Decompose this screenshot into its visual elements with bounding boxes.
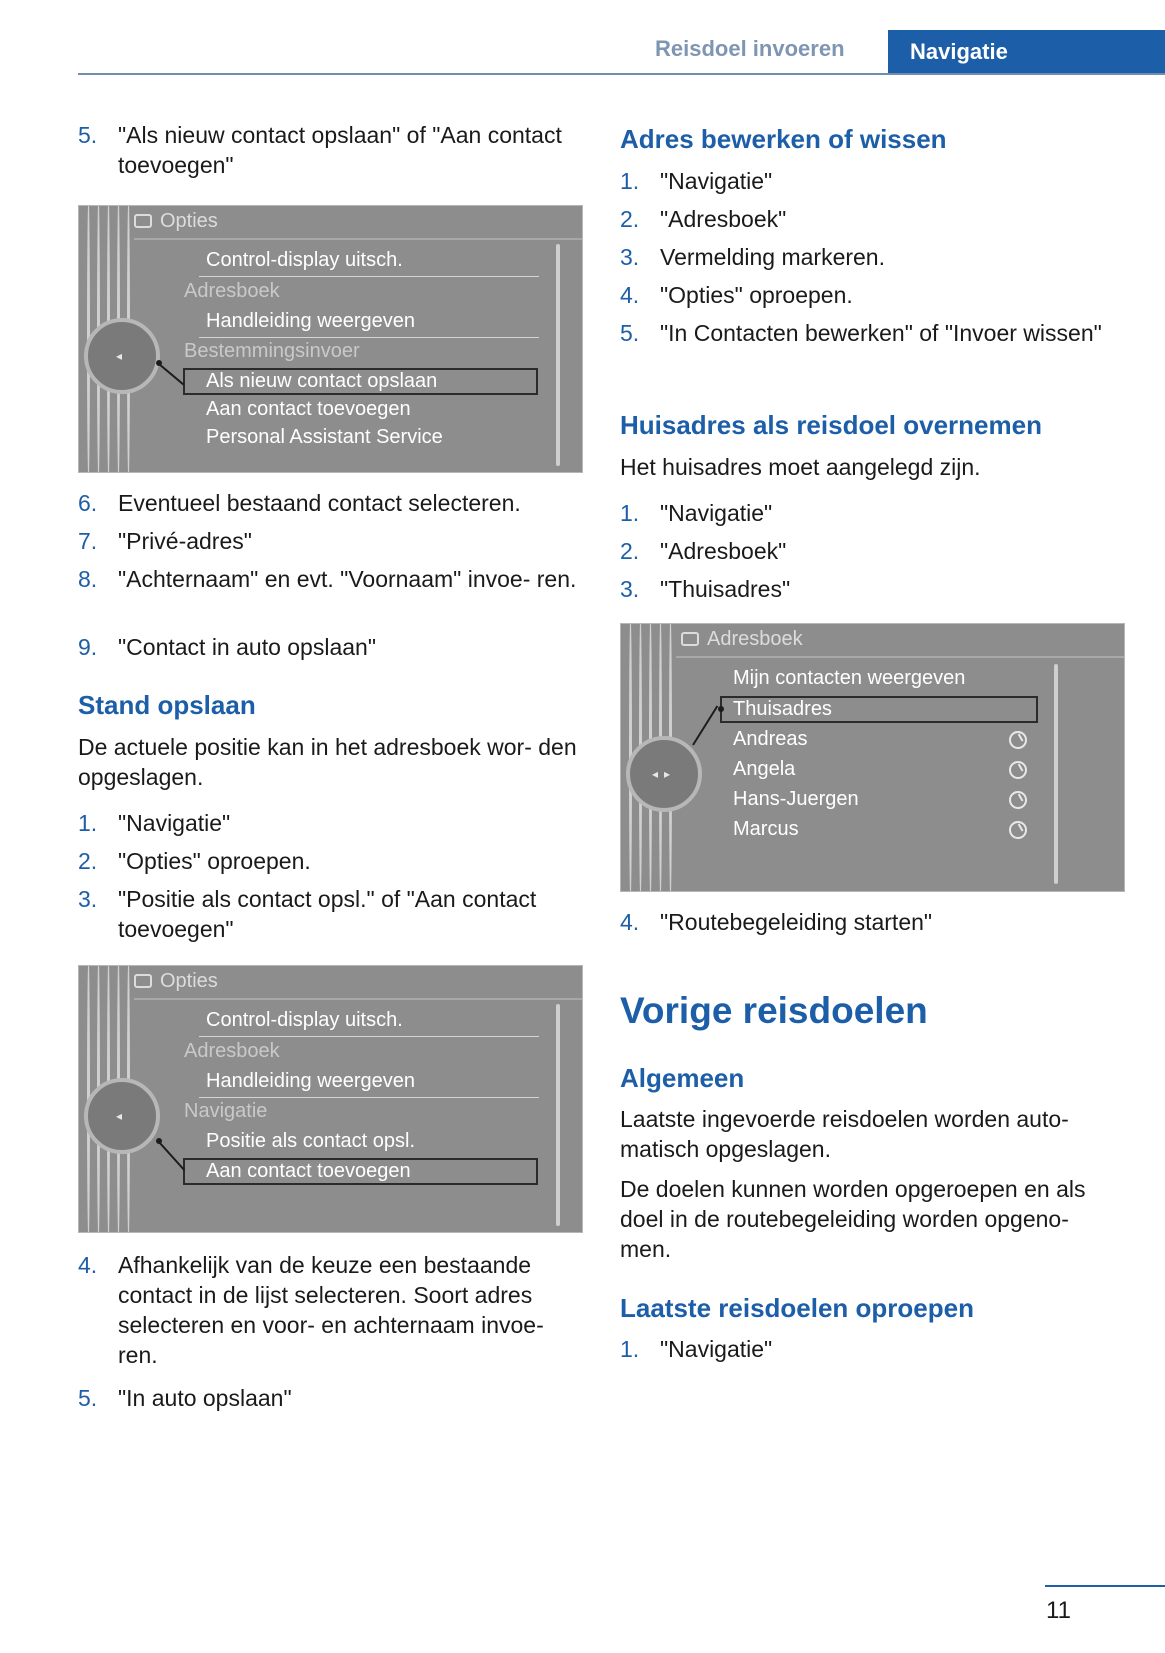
idrive-screen-adresboek	[620, 623, 1125, 892]
step-number: 2.	[620, 206, 640, 232]
screen-title-rule	[134, 238, 582, 240]
step-item	[78, 120, 581, 180]
menu-separator	[199, 1097, 539, 1098]
step-text: "Navigatie"	[660, 1336, 773, 1362]
step-text: "Thuisadres"	[660, 576, 791, 602]
step-number: 9.	[78, 634, 98, 660]
navigation-icon	[1009, 731, 1027, 749]
step-text: "Privé-adres"	[118, 528, 252, 554]
section-heading: Adres bewerken of wissen	[620, 124, 947, 154]
menu-item: Aan contact toevoegen	[206, 398, 411, 420]
step-item	[620, 536, 1125, 566]
step-item	[620, 318, 1125, 378]
step-number: 5.	[78, 122, 98, 148]
step-item	[620, 1334, 1125, 1364]
step-text: Afhankelijk van de keuze een bestaande contact in de lijst selecteren. Soort adres selecteren en voor- en achternaam invoe‐ ren.	[118, 1252, 544, 1368]
step-text: "Achternaam" en evt. "Voornaam" invoe‐ ren.	[118, 566, 577, 592]
navigation-icon	[1009, 761, 1027, 779]
step-item	[78, 564, 581, 624]
step-item	[620, 166, 1125, 196]
addressbook-icon	[681, 632, 699, 646]
step-number: 4.	[620, 282, 640, 308]
section-heading: Huisadres als reisdoel overnemen	[620, 410, 1042, 440]
contact-item: Andreas	[733, 728, 808, 750]
step-number: 5.	[78, 1385, 98, 1411]
step-text: Vermelding markeren.	[660, 244, 885, 270]
step-item	[620, 242, 1125, 272]
scrollbar	[1054, 664, 1058, 884]
step-item	[78, 808, 581, 838]
screen-title-rule	[676, 656, 1124, 658]
section-heading: Laatste reisdoelen oproepen	[620, 1293, 974, 1323]
step-number: 1.	[78, 810, 98, 836]
step-number: 3.	[620, 244, 640, 270]
chapter-heading: Vorige reisdoelen	[620, 990, 928, 1031]
controller-knob-icon: ◂	[84, 318, 160, 394]
step-number: 7.	[78, 528, 98, 554]
step-text: "In auto opslaan"	[118, 1385, 292, 1411]
step-text: "In Contacten bewerken" of "Invoer wissen"	[660, 320, 1102, 346]
step-text: "Navigatie"	[660, 168, 773, 194]
paragraph: Het huisadres moet aangelegd zijn.	[620, 454, 981, 480]
step-number: 5.	[620, 320, 640, 346]
step-item	[620, 204, 1125, 234]
menu-item: Control-display uitsch.	[206, 1009, 403, 1031]
step-number: 2.	[620, 538, 640, 564]
step-item	[620, 574, 1125, 604]
scrollbar	[556, 1004, 560, 1226]
step-item	[78, 526, 581, 556]
running-header-chapter: Navigatie	[888, 30, 1165, 74]
menu-item: Positie als contact opsl.	[206, 1130, 415, 1152]
paragraph: De actuele positie kan in het adresboek wor‐ den opgeslagen.	[78, 734, 577, 790]
pointer-line	[158, 363, 184, 385]
section-heading: Stand opslaan	[78, 690, 256, 720]
contact-item: Angela	[733, 758, 796, 780]
footer-rule	[1045, 1585, 1165, 1587]
menu-item: Control-display uitsch.	[206, 249, 403, 271]
menu-item-selected: Als nieuw contact opslaan	[206, 370, 438, 392]
step-text: "Contact in auto opslaan"	[118, 634, 376, 660]
header-rule	[78, 73, 1165, 75]
step-number: 8.	[78, 566, 98, 592]
menu-group-label: Bestemmingsinvoer	[184, 340, 360, 362]
step-text: Eventueel bestaand contact selecteren.	[118, 490, 521, 516]
step-number: 6.	[78, 490, 98, 516]
menu-group-label: Adresboek	[184, 280, 280, 302]
step-number: 4.	[620, 909, 640, 935]
options-icon	[134, 214, 152, 228]
menu-item: Mijn contacten weergeven	[733, 667, 966, 689]
screen-title-rule	[134, 998, 582, 1000]
step-number: 2.	[78, 848, 98, 874]
step-text: "Navigatie"	[660, 500, 773, 526]
step-text: "Adresboek"	[660, 206, 787, 232]
scrollbar	[556, 244, 560, 466]
step-number: 3.	[620, 576, 640, 602]
pointer-line	[158, 1141, 185, 1171]
step-number: 1.	[620, 168, 640, 194]
step-item	[78, 632, 581, 662]
idrive-screen-options-1	[78, 205, 583, 473]
paragraph: Laatste ingevoerde reisdoelen worden auto‐ matisch opgeslagen.	[620, 1106, 1069, 1162]
step-item	[620, 280, 1125, 310]
menu-item: Personal Assistant Service	[206, 426, 443, 448]
menu-item: Handleiding weergeven	[206, 1070, 416, 1092]
menu-item-selected: Thuisadres	[733, 698, 832, 720]
navigation-icon	[1009, 791, 1027, 809]
controller-knob-icon: ◂▸	[626, 736, 702, 812]
running-header-section: Reisdoel invoeren	[655, 36, 845, 61]
step-text: "Adresboek"	[660, 538, 787, 564]
menu-separator	[199, 337, 539, 338]
step-item	[620, 907, 1125, 937]
contact-item: Marcus	[733, 818, 799, 840]
step-text: "Als nieuw contact opslaan" of "Aan contact toevoegen"	[118, 122, 562, 178]
step-text: "Opties" oproepen.	[660, 282, 853, 308]
contact-item: Hans-Juergen	[733, 788, 859, 810]
screen-title: Adresboek	[681, 628, 803, 651]
menu-item-selected: Aan contact toevoegen	[206, 1160, 411, 1182]
screen-title: Opties	[134, 970, 218, 993]
menu-separator	[199, 276, 539, 277]
menu-item: Handleiding weergeven	[206, 310, 416, 332]
step-number: 4.	[78, 1252, 98, 1278]
step-item	[78, 488, 581, 518]
step-item	[78, 1383, 581, 1413]
section-heading: Algemeen	[620, 1063, 745, 1093]
controller-knob-icon: ◂	[84, 1078, 160, 1154]
step-text: "Routebegeleiding starten"	[660, 909, 933, 935]
idrive-screen-options-2	[78, 965, 583, 1233]
paragraph: De doelen kunnen worden opgeroepen en als doel in de routebegeleiding worden opgeno‐ men.	[620, 1176, 1086, 1262]
page-number: 11	[1046, 1597, 1071, 1624]
step-item	[78, 846, 581, 876]
step-item	[78, 1250, 581, 1370]
menu-group-label: Adresboek	[184, 1040, 280, 1062]
step-text: "Positie als contact opsl." of "Aan contact toevoegen"	[118, 886, 537, 942]
step-item	[620, 498, 1125, 528]
pointer-line	[692, 705, 718, 745]
step-number: 1.	[620, 1336, 640, 1362]
step-text: "Navigatie"	[118, 810, 231, 836]
menu-separator	[199, 1036, 539, 1037]
screen-title: Opties	[134, 210, 218, 233]
options-icon	[134, 974, 152, 988]
step-number: 1.	[620, 500, 640, 526]
step-text: "Opties" oproepen.	[118, 848, 311, 874]
pointer-dot	[718, 706, 724, 712]
step-number: 3.	[78, 886, 98, 912]
navigation-icon	[1009, 821, 1027, 839]
menu-group-label: Navigatie	[184, 1100, 268, 1122]
step-item	[78, 884, 581, 944]
